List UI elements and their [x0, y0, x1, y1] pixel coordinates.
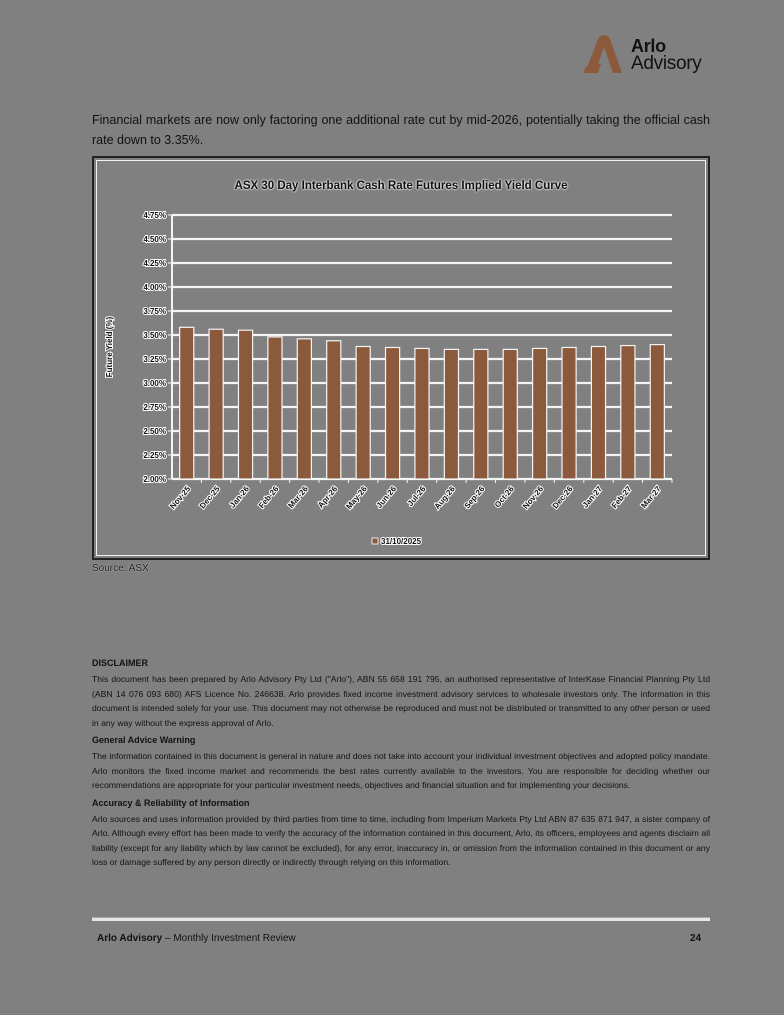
logo-line-1: Arlo	[631, 36, 666, 56]
y-tick-label: 4.00%	[143, 283, 166, 292]
disclaimer-heading: DISCLAIMER	[92, 658, 148, 668]
general-advice-heading: General Advice Warning	[92, 735, 196, 746]
x-tick-label: Oct-26	[492, 484, 516, 510]
bar-jun-26	[386, 347, 400, 479]
bar-dec-26	[562, 347, 576, 479]
footer-title: Monthly Investment Review	[173, 933, 296, 944]
legend-label: 31/10/2025	[381, 537, 422, 546]
x-tick-label: Feb-27	[609, 484, 634, 511]
x-tick-label: Jun-26	[374, 484, 399, 511]
page-number: 24	[690, 933, 702, 944]
bar-oct-26	[503, 349, 517, 479]
x-tick-label: Mar-26	[286, 484, 310, 511]
y-tick-label: 2.75%	[143, 403, 166, 412]
y-tick-label: 3.25%	[143, 355, 166, 364]
y-axis-label: Future Yield (%)	[105, 316, 114, 378]
accuracy-heading: Accuracy & Reliability of Information	[92, 797, 250, 808]
y-tick-label: 3.75%	[143, 307, 166, 316]
footer-separator: –	[162, 933, 174, 944]
bar-jan-26	[238, 330, 252, 479]
logo-line-2: Advisory	[631, 53, 702, 74]
x-tick-label: Jan-27	[580, 484, 605, 510]
x-tick-label: Dec-25	[197, 484, 222, 511]
y-tick-label: 4.25%	[143, 259, 166, 268]
bar-jul-26	[415, 348, 429, 479]
disclaimer-body: This document has been prepared by Arlo Advisory Pty Ltd ("Arlo"), ABN 55 658 191 795, an authorised representative of InterKase Financial Planning Pty Ltd (ABN 14 076 093 680) AFS Licence No. 246638. Arlo provides fixed income investment advisory services to wholesale investors only. The information in this document is intended solely for your use. This document may not otherwise be reproduced and must not be distributed or transmitted to any other person or used in any way without the express approval of Arlo.	[92, 674, 710, 728]
bar-may-26	[356, 347, 370, 479]
x-tick-label: Sep-26	[462, 484, 487, 511]
x-tick-label: Aug-26	[432, 484, 457, 512]
intro-paragraph: Financial markets are now only factoring one additional rate cut by mid-2026, potentially taking the official cash rate down to 3.35%.	[92, 113, 710, 147]
legend-swatch	[372, 538, 378, 544]
footer-publication	[97, 933, 296, 944]
y-tick-label: 2.25%	[143, 451, 166, 460]
chart-title: ASX 30 Day Interbank Cash Rate Futures Implied Yield Curve	[234, 180, 568, 192]
logo-wordmark	[631, 37, 701, 73]
x-tick-label: Nov-26	[521, 484, 546, 511]
bar-mar-27	[650, 345, 664, 479]
general-advice-body: The information contained in this document is general in nature and does not take into account your individual investment objectives and adopted policy mandate. Arlo monitors the fixed income market and recommends the best rates currently available to the investors. You are responsible for deciding whether our recommendations are appropriate for your particular investment needs, objectives and financial situation and for implementing your decisions.	[92, 751, 710, 791]
arlo-logo-icon	[581, 33, 625, 77]
x-tick-label: Apr-26	[316, 484, 340, 510]
arlo-advisory-logo	[581, 33, 716, 79]
chart-source: Source: ASX	[92, 563, 149, 574]
y-tick-label: 2.00%	[143, 475, 166, 484]
footer-divider	[92, 917, 710, 921]
accuracy-body: Arlo sources and uses information provided by third parties from time to time, including from Imperium Markets Pty Ltd ABN 87 635 871 947, a sister company of Arlo. Although every effort has been made to verify the accuracy of the information contained in this document, Arlo, its officers, employees and agents disclaim all liability (except for any liability which by law cannot be excluded), for any error, inaccuracy in, or omission from the information contained in this document or any loss or damage suffered by any person directly or indirectly through relying on this information.	[92, 814, 710, 868]
chart-container	[92, 156, 710, 560]
bar-nov-26	[533, 348, 547, 479]
bar-feb-26	[268, 337, 282, 479]
bar-aug-26	[444, 349, 458, 479]
y-tick-label: 4.50%	[143, 235, 166, 244]
bar-chart-plot	[94, 158, 708, 558]
bar-apr-26	[327, 341, 341, 479]
footer-brand: Arlo Advisory	[97, 933, 163, 944]
disclaimer-section	[92, 656, 710, 873]
bar-dec-25	[209, 329, 223, 479]
y-tick-label: 4.75%	[143, 211, 166, 220]
x-tick-label: Nov-25	[168, 484, 193, 511]
bar-feb-27	[621, 346, 635, 479]
bar-mar-26	[297, 339, 311, 479]
x-tick-label: Dec-26	[550, 484, 575, 511]
x-tick-label: Feb-26	[256, 484, 281, 511]
x-tick-label: Mar-27	[639, 484, 663, 511]
x-tick-label: May-26	[344, 484, 369, 512]
bar-jan-27	[591, 347, 605, 479]
y-tick-label: 3.00%	[143, 379, 166, 388]
y-tick-label: 2.50%	[143, 427, 166, 436]
bar-nov-25	[180, 327, 194, 479]
x-tick-label: Jan-26	[227, 484, 252, 510]
bar-sep-26	[474, 349, 488, 479]
y-tick-label: 3.50%	[143, 331, 166, 340]
x-tick-label: Jul-26	[405, 484, 428, 509]
